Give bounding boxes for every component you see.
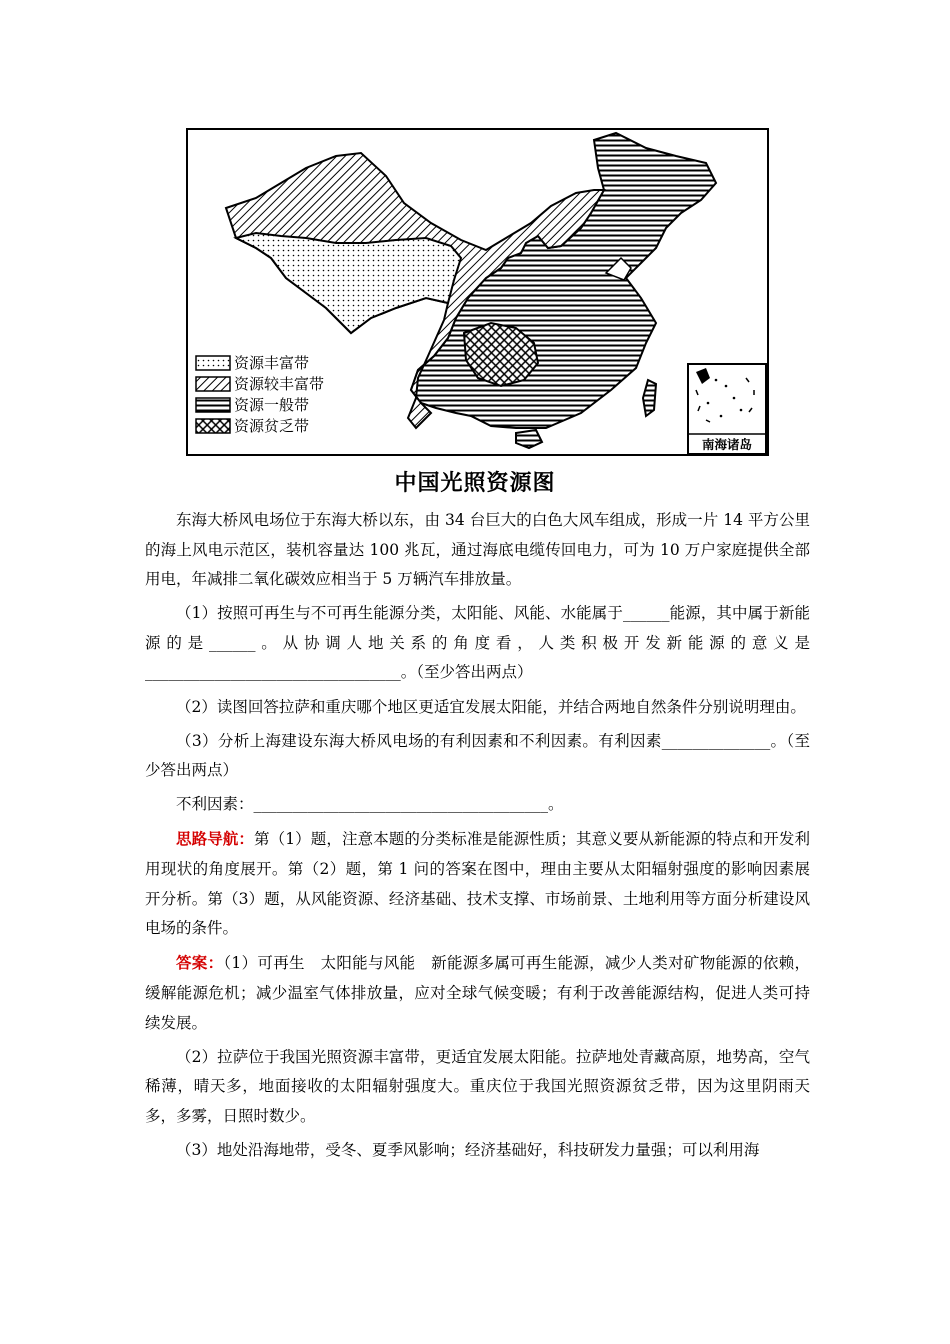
- legend-swatch-fairly-rich: [196, 377, 230, 391]
- guide-label: 思路导航：: [176, 829, 255, 849]
- q1-blank-1: ______: [623, 604, 670, 623]
- q3-bad-label: 不利因素：: [176, 795, 254, 814]
- legend-swatch-rich: [196, 356, 230, 370]
- q1-blank-2: ______: [208, 633, 256, 652]
- legend-swatch-general: [196, 398, 230, 412]
- map-svg: [186, 128, 769, 456]
- legend-label-general: 资源一般带: [234, 396, 310, 414]
- passage-body: [145, 506, 810, 1170]
- answer-1-text: （1）可再生 太阳能与风能 新能源多属可再生能源，减少人类对矿物能源的依赖，缓解能源危机；减少温室气体排放量，应对全球气候变暖；有利于改善能源结构，促进人类可持续发展。: [145, 954, 810, 1032]
- q1-text-c: 。从协调人地关系的角度看，人类积极开发新能源的意义是: [255, 633, 810, 652]
- answer-1: [145, 948, 810, 1038]
- q3-blank-1: ______________: [661, 731, 771, 750]
- solar-resource-map: [186, 128, 769, 456]
- q1-blank-3: _________________________________: [145, 663, 401, 682]
- answer-3: （3）地处沿海地带，受冬、夏季风影响；经济基础好，科技研发力量强；可以利用海: [176, 1140, 760, 1159]
- q3-text-b: 。（至少答出两点）: [145, 731, 810, 780]
- question-3: [145, 727, 810, 786]
- inset-label: 南海诸岛: [701, 437, 753, 452]
- legend-label-fairly-rich: 资源较丰富带: [234, 375, 325, 393]
- question-3-unfavorable: [145, 790, 810, 820]
- guide-paragraph: [145, 824, 810, 943]
- q3-text-a: （3）分析上海建设东海大桥风电场的有利因素和不利因素。有利因素: [176, 731, 662, 750]
- answer-2: （2）拉萨位于我国光照资源丰富带，更适宜发展太阳能。拉萨地处青藏高原，地势高，空气稀薄，晴天多，地面接收的太阳辐射强度大。重庆位于我国光照资源贫乏带，因为这里阴雨天多，多雾，日照时数少。: [145, 1047, 810, 1125]
- q1-text-d: 。（至少答出两点）: [400, 663, 533, 682]
- legend-label-poor: 资源贫乏带: [234, 417, 310, 435]
- intro-paragraph: 东海大桥风电场位于东海大桥以东，由 34 台巨大的白色大风车组成，形成一片 14 平方公里的海上风电示范区，装机容量达 100 兆瓦，通过海底电缆传回电力，可为 10 万户家庭提供全部用电，年减排二氧化碳效应相当于 5 万辆汽车排放量。: [145, 511, 810, 589]
- question-2: （2）读图回答拉萨和重庆哪个地区更适宜发展太阳能，并结合两地自然条件分别说明理由。: [176, 697, 806, 716]
- q3-bad-end: 。: [548, 795, 564, 814]
- q3-bad-blank: ______________________________________: [253, 795, 549, 814]
- answer-label: 答案：: [176, 953, 224, 973]
- south-sea-inset: [688, 364, 766, 454]
- legend-swatch-poor: [196, 419, 230, 433]
- legend-label-rich: 资源丰富带: [234, 354, 310, 372]
- question-1: [145, 599, 810, 688]
- q1-text-a: （1）按照可再生与不可再生能源分类，太阳能、风能、水能属于: [176, 604, 623, 623]
- guide-text: 第（1）题，注意本题的分类标准是能源性质；其意义要从新能源的特点和开发利用现状的角度展开。第（2）题，第 1 问的答案在图中，理由主要从太阳辐射强度的影响因素展开分析。第（3）题，从风能资源、经济基础、技术支撑、市场前景、土地利用等方面分析建设风电场的条件。: [145, 830, 810, 938]
- figure-title: 中国光照资源图: [394, 471, 556, 496]
- q1-text-b: 能源，其中属于新能源的是: [145, 604, 810, 652]
